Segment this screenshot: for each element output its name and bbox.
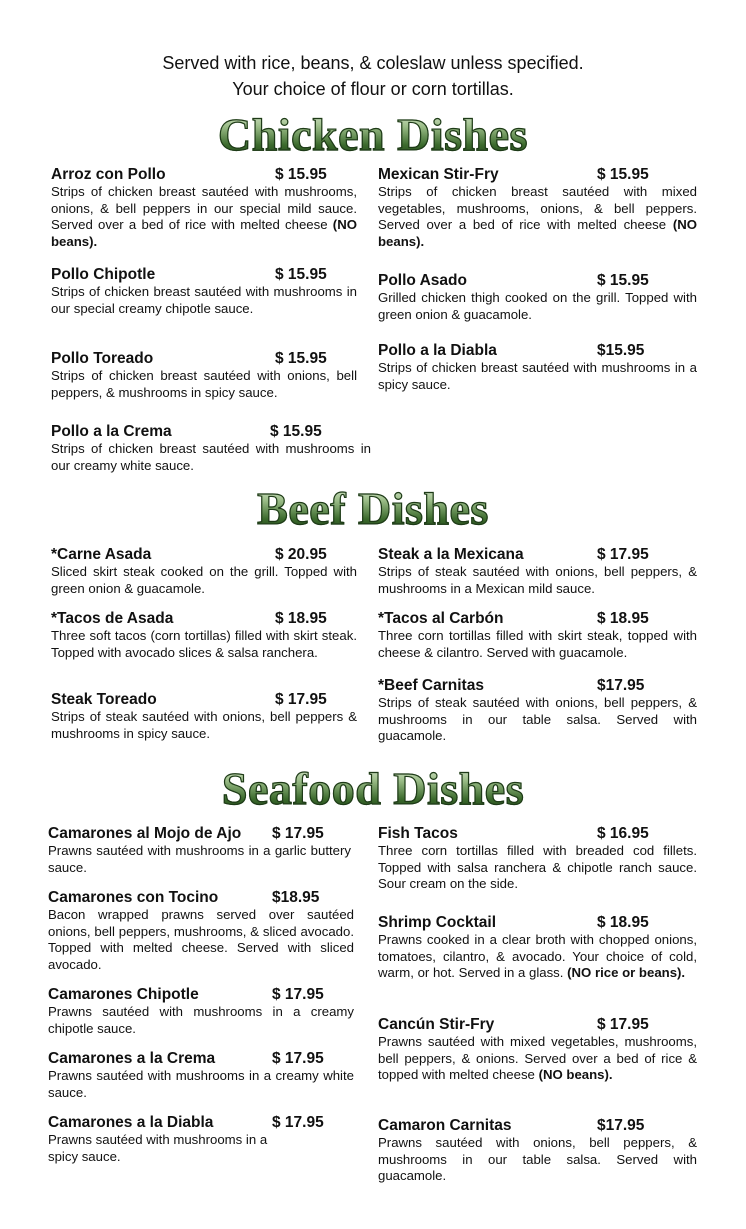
seafood-section-title: Seafood Dishes [0,762,746,815]
item-price: $ 15.95 [275,350,327,367]
item-name: Pollo Chipotle [51,266,156,283]
item-description: Strips of chicken breast sautéed with mixed vegetables, mushrooms, onions, & bell peppers. Served over a bed of rice with melted cheese [378,184,697,233]
item-price: $ 17.95 [597,1016,649,1033]
item-description: Grilled chicken thigh cooked on the grill. Topped with green onion & guacamole. [378,290,697,322]
item-description: Strips of chicken breast sautéed with mushrooms in a spicy sauce. [378,360,697,392]
item-price: $15.95 [597,342,645,359]
item-description: Prawns sautéed with mixed vegetables, mushrooms, bell peppers, & onions. Served over a bed of rice & topped with melted cheese [378,1034,697,1083]
item-price: $ 15.95 [275,166,327,183]
item-name: Camarones a la Diabla [48,1114,214,1131]
item-description: Bacon wrapped prawns served over sautéed onions, bell peppers, mushrooms, & sliced avocado. Topped with melted cheese. Served with sliced avocado. [48,907,354,972]
item-name: Shrimp Cocktail [378,914,496,931]
item-name: Pollo Toreado [51,350,154,367]
item-price: $ 15.95 [275,266,327,283]
chicken-section-title: Chicken Dishes [0,108,746,161]
menu-item [48,1049,354,1101]
menu-item [51,545,357,597]
item-note: (NO rice or beans). [567,965,686,981]
item-note: (NO beans). [538,1067,613,1083]
item-description: Sliced skirt steak cooked on the grill. Topped with green onion & guacamole. [51,564,357,596]
menu-item [378,165,697,250]
menu-item [378,609,697,661]
menu-item [51,609,357,661]
item-name: Arroz con Pollo [51,166,166,183]
item-name: Pollo a la Diabla [378,342,497,359]
item-description: Strips of chicken breast sautéed with mushrooms in our special creamy chipotle sauce. [51,284,357,316]
menu-item [378,913,697,982]
item-price: $17.95 [597,1117,645,1134]
item-note: (NO beans). [378,217,697,249]
item-price: $ 15.95 [597,272,649,289]
item-price: $ 16.95 [597,825,649,842]
item-name: *Beef Carnitas [378,677,484,694]
item-description: Three corn tortillas filled with breaded cod fillets. Topped with salsa ranchera & chipotle ranch sauce. Sour cream on the side. [378,843,697,892]
item-price: $ 17.95 [272,1050,324,1067]
item-name: Camarones al Mojo de Ajo [48,825,242,842]
item-name: Camarones con Tocino [48,889,219,906]
item-description: Strips of steak sautéed with onions, bell peppers, & mushrooms in our table salsa. Served with guacamole. [378,695,697,744]
item-description: Strips of chicken breast sautéed with mushrooms, onions, & bell peppers in our special mild sauce. Served over a bed of rice with melted cheese [51,184,357,233]
item-name: Camarones a la Crema [48,1050,216,1067]
menu-item [51,265,357,317]
item-name: Mexican Stir-Fry [378,166,499,183]
menu-item [51,165,357,250]
item-name: Camarones Chipotle [48,986,199,1003]
menu-item [48,888,354,973]
item-price: $ 17.95 [272,1114,324,1131]
item-price: $ 18.95 [597,914,649,931]
item-name: *Tacos al Carbón [378,610,504,627]
item-price: $ 17.95 [272,825,324,842]
menu-item [378,1015,697,1084]
item-name: Pollo Asado [378,272,467,289]
menu-item [378,271,697,323]
intro-line-2: Your choice of flour or corn tortillas. [232,79,514,99]
item-name: *Tacos de Asada [51,610,174,627]
item-description: Prawns sautéed with mushrooms in a creamy chipotle sauce. [48,1004,354,1036]
beef-section-title: Beef Dishes [0,482,746,535]
menu-item [51,349,357,401]
item-description: Prawns sautéed with mushrooms in a garlic buttery sauce. [48,843,351,875]
item-price: $17.95 [597,677,645,694]
item-description: Three soft tacos (corn tortillas) filled with skirt steak. Topped with avocado slices & salsa ranchera. [51,628,357,660]
menu-item [378,676,697,745]
menu-item [378,1116,697,1185]
item-name: Pollo a la Crema [51,423,172,440]
item-description: Prawns sautéed with mushrooms in a creamy white sauce. [48,1068,354,1100]
item-name: Camaron Carnitas [378,1117,512,1134]
item-price: $ 18.95 [275,610,327,627]
item-description: Strips of chicken breast sautéed with onions, bell peppers, & mushrooms in spicy sauce. [51,368,357,400]
menu-item [51,422,371,474]
menu-item [378,545,697,597]
menu-item [51,690,357,742]
item-price: $ 17.95 [272,986,324,1003]
item-description: Prawns cooked in a clear broth with chopped onions, tomatoes, cilantro, & avocado. Your choice of cold, warm, or hot. Served in a glass. [378,932,697,981]
intro-line-1: Served with rice, beans, & coleslaw unless specified. [162,53,584,73]
item-name: Fish Tacos [378,825,458,842]
item-description: Strips of chicken breast sautéed with mushrooms in our creamy white sauce. [51,441,371,473]
item-description: Three corn tortillas filled with skirt steak, topped with cheese & cilantro. Served with guacamole. [378,628,697,660]
item-note: (NO beans). [51,217,357,249]
item-price: $ 20.95 [275,546,327,563]
item-price: $ 15.95 [597,166,649,183]
menu-item [48,1113,354,1165]
item-description: Strips of steak sautéed with onions, bell peppers & mushrooms in spicy sauce. [51,709,357,741]
item-name: Steak Toreado [51,691,157,708]
menu-item [48,824,351,876]
item-description: Prawns sautéed with mushrooms in a spicy sauce. [48,1132,268,1164]
item-price: $ 17.95 [275,691,327,708]
menu-item [378,824,697,893]
item-price: $18.95 [272,889,320,906]
item-description: Prawns sautéed with onions, bell peppers, & mushrooms in our table salsa. Served with guacamole. [378,1135,697,1184]
item-name: Steak a la Mexicana [378,546,524,563]
item-description: Strips of steak sautéed with onions, bell peppers, & mushrooms in a Mexican mild sauce. [378,564,697,596]
item-name: *Carne Asada [51,546,152,563]
item-price: $ 17.95 [597,546,649,563]
menu-item [378,341,697,393]
item-price: $ 18.95 [597,610,649,627]
item-price: $ 15.95 [270,423,322,440]
menu-item [48,985,354,1037]
item-name: Cancún Stir-Fry [378,1016,495,1033]
